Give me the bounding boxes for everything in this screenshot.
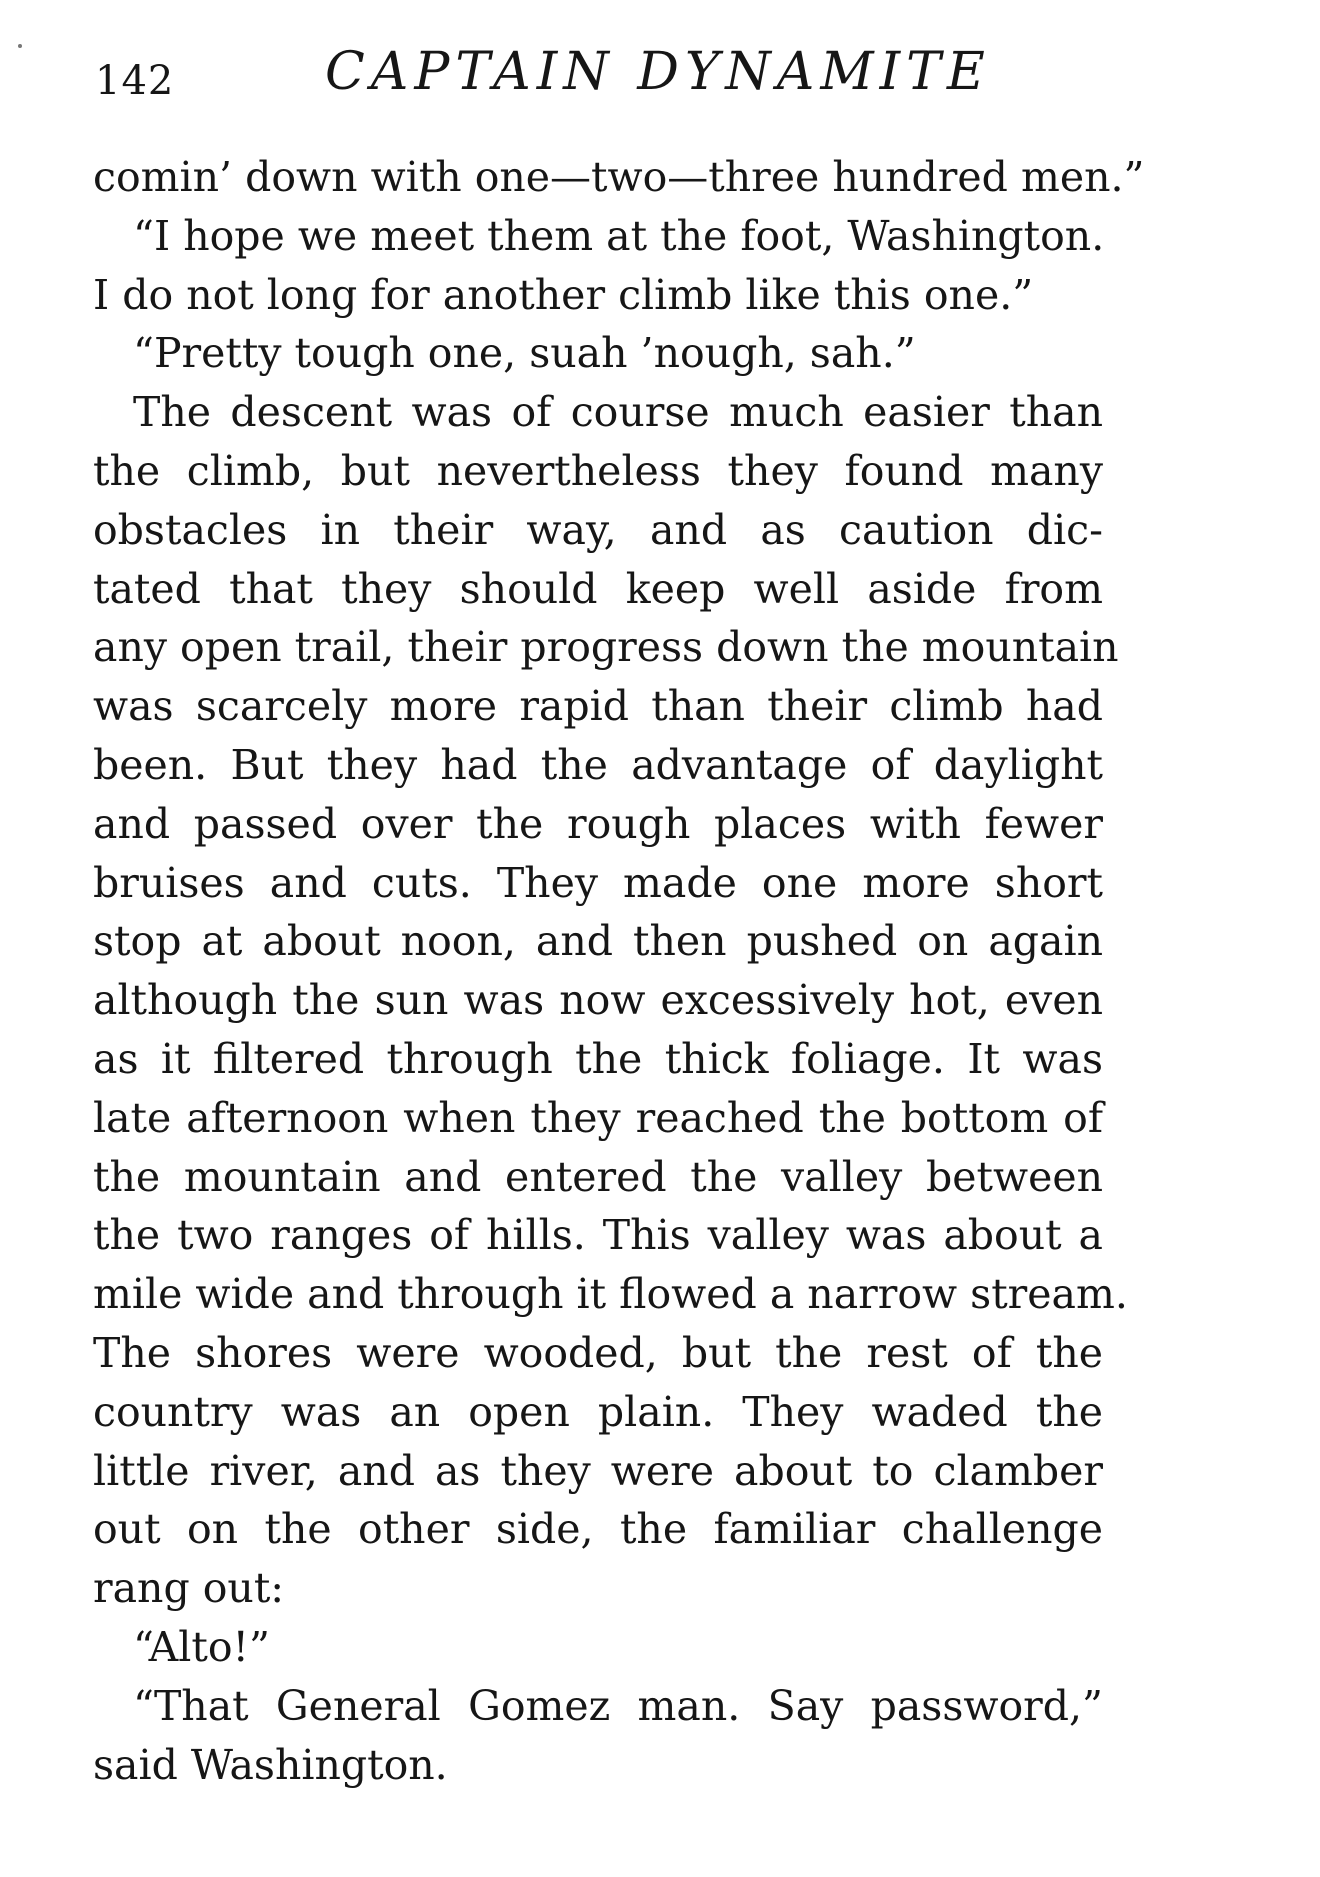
- text-line: The descent was of course much easier than: [133, 388, 1103, 437]
- text-line: been. But they had the advantage of daylight: [93, 740, 1103, 789]
- text-line: little river, and as they were about to clamber: [93, 1446, 1103, 1495]
- text-line: said Washington.: [93, 1740, 448, 1789]
- text-line: obstacles in their way, and as caution dic-: [93, 505, 1103, 554]
- text-line: out on the other side, the familiar challenge: [93, 1505, 1103, 1554]
- text-line: rang out:: [93, 1564, 285, 1613]
- text-line: any open trail, their progress down the mountain: [93, 623, 1119, 672]
- text-line: mile wide and through it flowed a narrow stream.: [93, 1270, 1128, 1319]
- text-line: bruises and cuts. They made one more short: [93, 858, 1103, 907]
- text-line: “Pretty tough one, suah ’nough, sah.”: [133, 329, 916, 378]
- text-line: and passed over the rough places with fewer: [93, 799, 1103, 848]
- book-title: CAPTAIN DYNAMITE: [325, 42, 991, 102]
- text-line: country was an open plain. They waded the: [93, 1387, 1103, 1436]
- page-number: 142: [95, 58, 175, 104]
- text-line: as it filtered through the thick foliage. It was: [93, 1034, 1103, 1083]
- text-line: “That General Gomez man. Say password,”: [133, 1681, 1103, 1730]
- body-text: [93, 148, 1145, 1794]
- text-line: stop at about noon, and then pushed on again: [93, 917, 1103, 966]
- text-line: I do not long for another climb like this one.”: [93, 270, 1034, 319]
- text-line: the two ranges of hills. This valley was about a: [93, 1211, 1103, 1260]
- ink-speck: [18, 44, 22, 48]
- text-line: “Alto!”: [133, 1622, 270, 1671]
- text-line: “I hope we meet them at the foot, Washington.: [133, 211, 1105, 260]
- text-line: comin’ down with one—two—three hundred men.”: [93, 153, 1145, 201]
- text-line: late afternoon when they reached the bottom of: [93, 1093, 1103, 1142]
- text-line: The shores were wooded, but the rest of the: [93, 1328, 1103, 1377]
- text-line: tated that they should keep well aside from: [93, 564, 1103, 613]
- text-line: the mountain and entered the valley between: [93, 1152, 1103, 1201]
- text-line: was scarcely more rapid than their climb had: [93, 682, 1103, 731]
- running-head: [95, 40, 1105, 110]
- text-line: the climb, but nevertheless they found many: [93, 446, 1103, 495]
- text-line: although the sun was now excessively hot, even: [93, 976, 1103, 1025]
